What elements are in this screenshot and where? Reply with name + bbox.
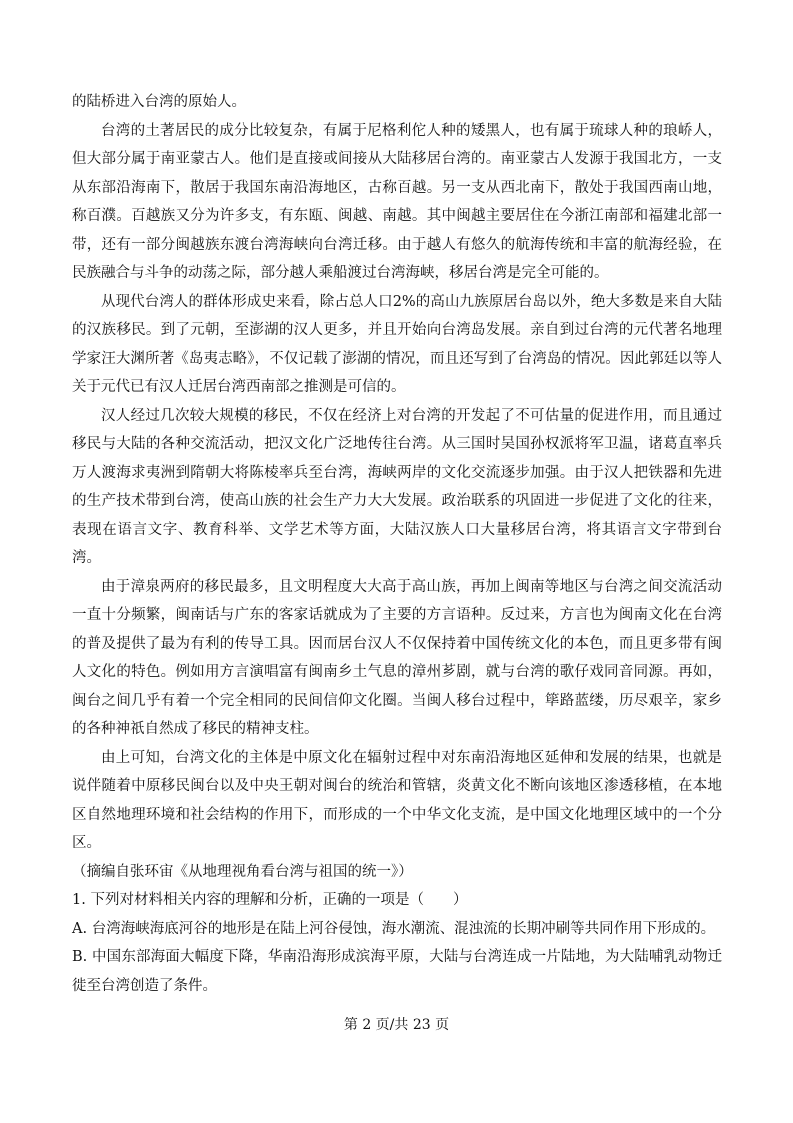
paragraph-continuation: 的陆桥进入台湾的原始人。	[72, 94, 246, 110]
question-stem: 1. 下列对材料相关内容的理解和分析，正确的一项是（ ）	[72, 892, 468, 908]
page-number: 第 2 页/共 23 页	[343, 1017, 450, 1033]
passage-body	[72, 88, 722, 1000]
paragraph: 汉人经过几次较大规模的移民，不仅在经济上对台湾的开发起了不可估量的促进作用，而且通过移民与大陆的各种交流活动，把汉文化广泛地传往台湾。从三国时吴国孙权派将军卫温，诸葛直率兵万人渡海求夷洲到隋朝大将陈棱率兵至台湾，海峡两岸的文化交流逐步加强。由于汉人把铁器和先进的生产技术带到台湾，使高山族的社会生产力大大发展。政治联系的巩固进一步促进了文化的往来，表现在语言文字、教育科举、文学艺术等方面，大陆汉族人口大量移居台湾，将其语言文字带到台湾。	[72, 407, 722, 566]
paragraph: 台湾的土著居民的成分比较复杂，有属于尼格利佗人种的矮黑人，也有属于琉球人种的琅峤人，但大部分属于南亚蒙古人。他们是直接或间接从大陆移居台湾的。南亚蒙古人发源于我国北方，一支从东部沿海南下，散居于我国东南沿海地区，古称百越。另一支从西北南下，散处于我国西南山地，称百濮。百越族又分为许多支，有东瓯、闽越、南越。其中闽越主要居住在今浙江南部和福建北部一带，还有一部分闽越族东渡台湾海峡向台湾迁移。由于越人有悠久的航海传统和丰富的航海经验，在民族融合与斗争的动荡之际，部分越人乘船渡过台湾海峡，移居台湾是完全可能的。	[72, 122, 722, 281]
paragraph: 由于漳泉两府的移民最多，且文明程度大大高于高山族，再加上闽南等地区与台湾之间交流活动一直十分频繁，闽南话与广东的客家话就成为了主要的方言语种。反过来，方言也为闽南文化在台湾的普及提供了最为有利的传导工具。因而居台汉人不仅保持着中国传统文化的本色，而且更多带有闽人文化的特色。例如用方言演唱富有闽南乡土气息的漳州芗剧，就与台湾的歌仔戏同音同源。再如，闽台之间几乎有着一个完全相同的民间信仰文化圈。当闽人移台过程中，筚路蓝缕，历尽艰辛，家乡的各种神祇自然成了移民的精神支柱。	[72, 578, 722, 737]
option-a: A. 台湾海峡海底河谷的地形是在陆上河谷侵蚀，海水潮流、混浊流的长期冲刷等共同作用下形成的。	[72, 920, 716, 937]
paragraph: 由上可知，台湾文化的主体是中原文化在辐射过程中对东南沿海地区延伸和发展的结果，也就是说伴随着中原移民闽台以及中央王朝对闽台的统治和管辖，炎黄文化不断向该地区渗透移植，在本地区自然地理环境和社会结构的作用下，而形成的一个中华文化支流，是中国文化地理区域中的一个分区。	[72, 749, 722, 851]
source-citation: （摘编自张环宙《从地理视角看台湾与祖国的统一》）	[72, 863, 413, 880]
paragraph: 从现代台湾人的群体形成史来看，除占总人口2%的高山九族原居台岛以外，绝大多数是来自大陆的汉族移民。到了元朝，至澎湖的汉人更多，并且开始向台湾岛发展。亲自到过台湾的元代著名地理学家汪大渊所著《岛夷志略》，不仅记载了澎湖的情况，而且还写到了台湾岛的情况。因此郭廷以等人关于元代已有汉人迁居台湾西南部之推测是可信的。	[72, 293, 722, 395]
option-b: B. 中国东部海面大幅度下降，华南沿海形成滨海平原，大陆与台湾连成一片陆地，为大陆哺乳动物迁徙至台湾创造了条件。	[72, 949, 722, 994]
